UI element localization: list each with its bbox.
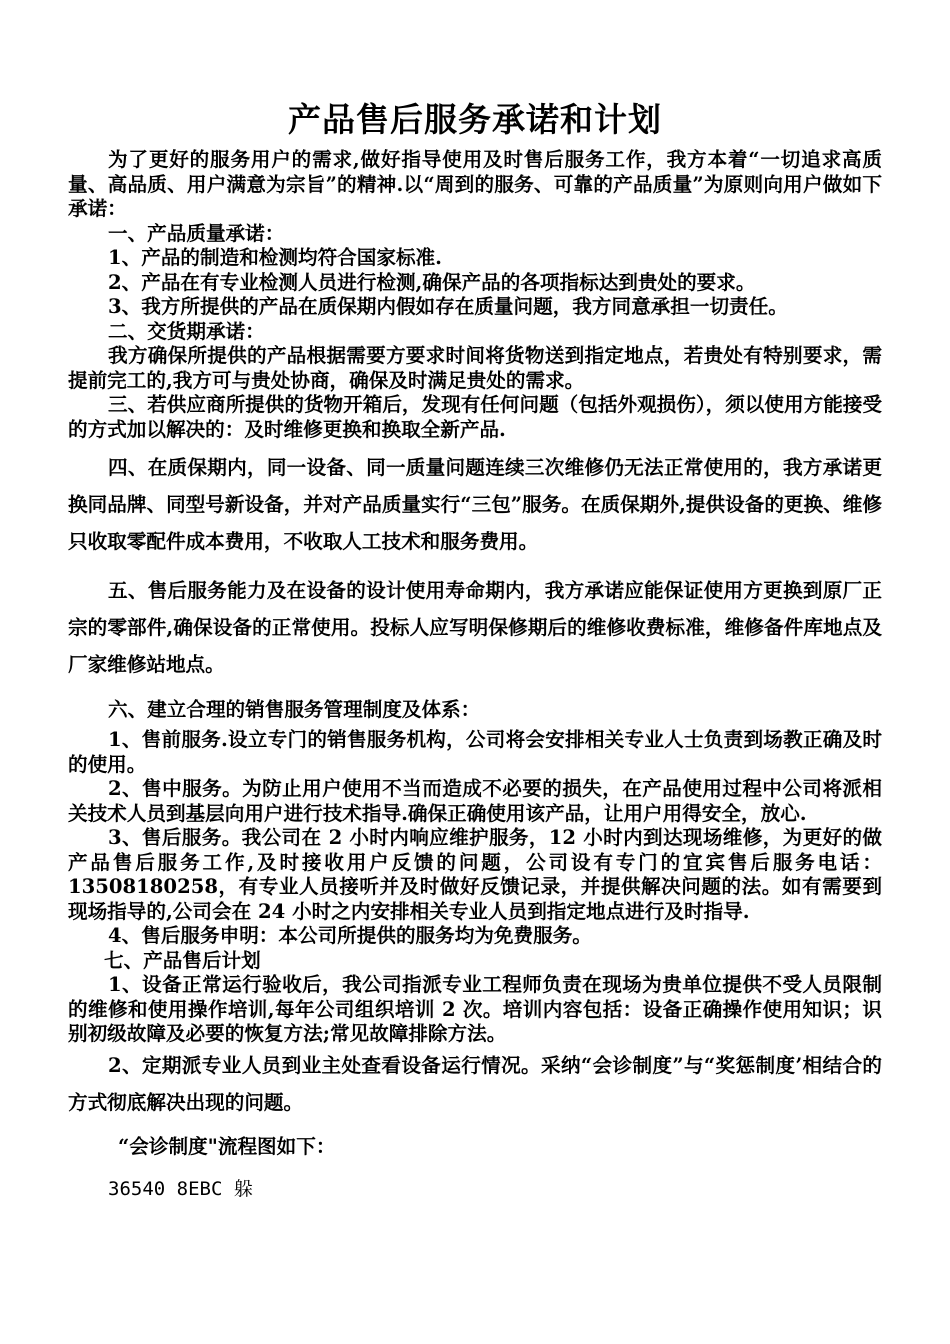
section-three-paragraph: 三、若供应商所提供的货物开箱后，发现有任何问题（包括外观损伤），须以使用方能接受的方式加以解决的：及时维修更换和换取全新产品. [68,393,882,441]
delivery-paragraph: 我方确保所提供的产品根据需要方要求时间将货物送到指定地点，若贵处有特别要求，需提前完工的,我方可与贵处协商，确保及时满足贵处的需求。 [68,344,882,392]
document-body [68,148,882,1202]
section-heading-service-system: 六、建立合理的销售服务管理制度及体系： [108,698,481,721]
in-sale-paragraph: 2、售中服务。为防止用户使用不当而造成不必要的损失，在产品使用过程中公司将派相关技术人员到基层向用户进行技术指导.确保正确使用该产品，让用户用得安全，放心. [68,777,882,825]
intro-paragraph: 为了更好的服务用户的需求,做好指导使用及时售后服务工作，我方本着“一切追求高质量、高品质、用户满意为宗旨”的精神.以“周到的服务、可靠的产品质量”为原则向用户做如下承诺： [68,148,882,220]
quality-item-1: 1、产品的制造和检测均符合国家标准. [108,246,442,269]
section-heading-delivery: 二、交货期承诺： [108,319,265,343]
plan-item-2: 2、定期派专业人员到业主处查看设备运行情况。采纳“会诊制度”与“奖惩制度’相结合的方式彻底解决出现的问题。 [68,1053,882,1114]
section-four-paragraph: 四、在质保期内，同一设备、同一质量问题连续三次维修仍无法正常使用的，我方承诺更换同品牌、同型号新设备，并对产品质量实行“三包”服务。在质保期外,提供设备的更换、维修只收取零配件成本费用，不收取人工技术和服务费用。 [68,456,882,553]
garbled-code-line: 36540 8EBC 躲 [108,1178,253,1200]
after-sale-statement: 4、售后服务申明：本公司所提供的服务均为免费服务。 [108,924,592,947]
pre-sale-paragraph: 1、售前服务.设立专门的销售服务机构，公司将会安排相关专业人士负责到场教正确及时的使用。 [68,728,882,776]
section-heading-plan: 七、产品售后计划 [104,948,261,972]
quality-item-2: 2、产品在有专业检测人员进行检测,确保产品的各项指标达到贵处的要求。 [108,270,756,294]
document-title: 产品售后服务承诺和计划 [288,100,662,140]
quality-item-3: 3、我方所提供的产品在质保期内假如存在质量问题，我方同意承担一切责任。 [108,295,788,318]
flowchart-caption: “会诊制度"流程图如下： [118,1134,336,1158]
after-sale-paragraph: 3、售后服务。我公司在 2 小时内响应维护服务，12 小时内到达现场维修，为更好的做产品售后服务工作,及时接收用户反馈的问题，公司设有专门的宜宾售后服务电话：13508180258，有专业人员接听并及时做好反馈记录，并提供解决问题的法。如有需要到现场指导的,公司会在 24 小时之内安排相关专业人员到指定地点进行及时指导. [68,826,882,923]
section-five-paragraph: 五、售后服务能力及在设备的设计使用寿命期内，我方承诺应能保证使用方更换到原厂正宗的零部件,确保设备的正常使用。投标人应写明保修期后的维修收费标准，维修备件库地点及厂家维修站地点。 [68,579,882,676]
plan-item-1: 1、设备正常运行验收后，我公司指派专业工程师负责在现场为贵单位提供不受人员限制的维修和使用操作培训,每年公司组织培训 2 次。培训内容包括：设备正确操作使用知识；识别初级故障及必要的恢复方法;常见故障排除方法。 [68,973,882,1045]
section-heading-quality: 一、产品质量承诺： [108,221,285,245]
